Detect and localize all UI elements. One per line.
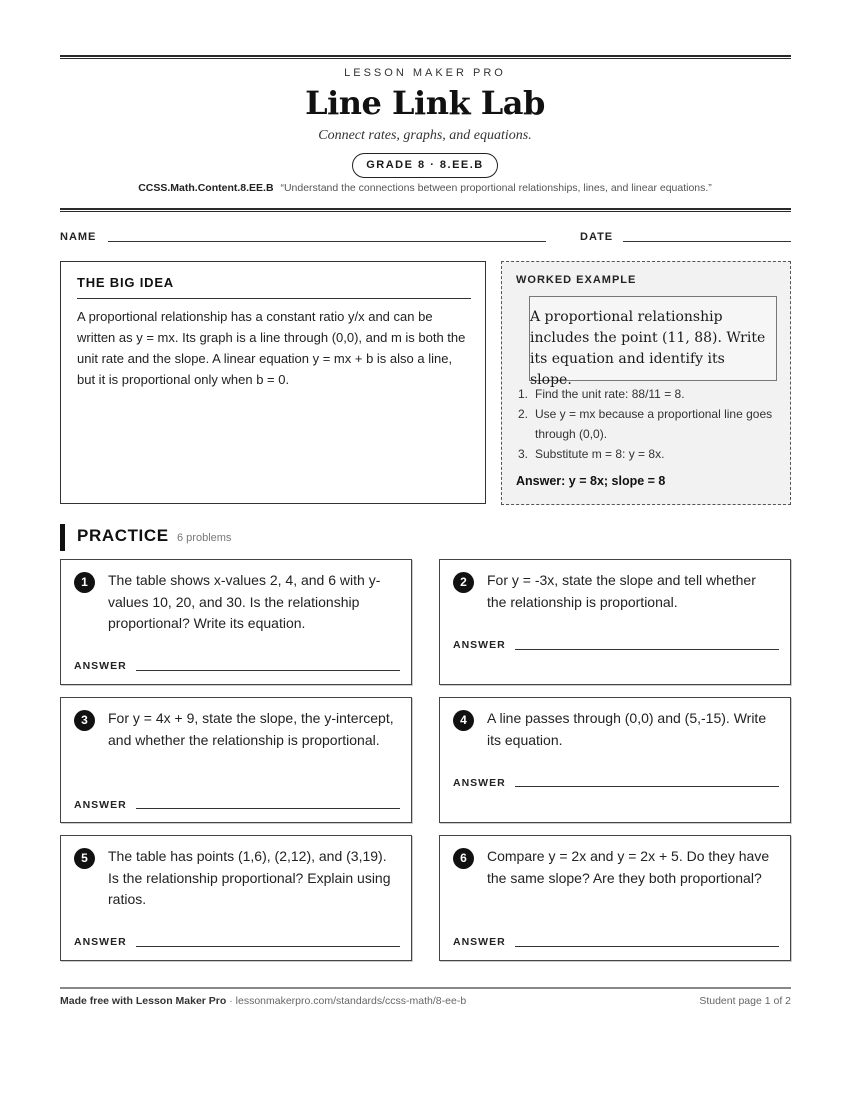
problem-number: 5	[74, 848, 95, 869]
answer-field[interactable]	[136, 946, 400, 947]
page-indicator: Student page 1 of 2	[699, 995, 791, 1007]
answer-field[interactable]	[515, 946, 779, 947]
page-subtitle: Connect rates, graphs, and equations.	[318, 128, 532, 143]
name-label: NAME	[60, 231, 97, 243]
footer-rule	[60, 987, 791, 989]
problem-card-1	[60, 559, 412, 685]
worked-step	[516, 404, 786, 444]
big-idea-heading: THE BIG IDEA	[77, 275, 174, 290]
problem-text: A line passes through (0,0) and (5,-15). Write its equation.	[487, 710, 767, 748]
answer-label: ANSWER	[74, 660, 127, 672]
problem-number: 4	[453, 710, 474, 731]
answer-label: ANSWER	[453, 936, 506, 948]
answer-field[interactable]	[515, 786, 779, 787]
date-field[interactable]	[623, 241, 791, 242]
answer-label: ANSWER	[453, 777, 506, 789]
answer-field[interactable]	[136, 808, 400, 809]
problem-card-3	[60, 697, 412, 823]
brand-name: LESSON MAKER PRO	[344, 67, 506, 79]
worked-example-answer: Answer: y = 8x; slope = 8	[516, 474, 666, 488]
practice-count: 6 problems	[177, 532, 232, 544]
problem-text: The table shows x-values 2, 4, and 6 with y-values 10, 20, and 30. Is the relationship proportional? Write its equation.	[108, 572, 381, 631]
problem-number: 2	[453, 572, 474, 593]
problem-number: 6	[453, 848, 474, 869]
worked-example-problem: A proportional relationship includes the point (11, 88). Write its equation and identify its slope.	[530, 309, 766, 388]
step-text: Substitute m = 8: y = 8x.	[535, 447, 665, 461]
worked-example-steps	[516, 384, 786, 464]
big-idea-divider	[77, 298, 471, 299]
standard-text: “Understand the connections between proportional relationships, lines, and linear equations.”	[280, 182, 712, 194]
worked-step	[516, 444, 786, 464]
problem-text: Compare y = 2x and y = 2x + 5. Do they have the same slope? Are they both proportional?	[487, 848, 770, 886]
header-top-rule	[60, 55, 791, 59]
practice-accent-bar	[60, 524, 65, 551]
step-number: 2.	[518, 407, 529, 421]
step-number: 3.	[518, 447, 529, 461]
problem-text: The table has points (1,6), (2,12), and (3,19). Is the relationship proportional? Explain using ratios.	[108, 848, 391, 907]
worked-step	[516, 384, 786, 404]
worked-example-box	[501, 261, 791, 505]
answer-label: ANSWER	[74, 799, 127, 811]
standard-code: CCSS.Math.Content.8.EE.B	[138, 182, 274, 194]
answer-label: ANSWER	[453, 639, 506, 651]
header-bottom-rule	[60, 208, 791, 212]
problem-card-6	[439, 835, 791, 961]
step-text: Use y = mx because a proportional line goes through (0,0).	[535, 407, 773, 441]
problem-number: 3	[74, 710, 95, 731]
problem-card-5	[60, 835, 412, 961]
worked-example-heading: WORKED EXAMPLE	[516, 274, 637, 286]
grade-badge: GRADE 8 · 8.EE.B	[352, 153, 498, 178]
practice-title: PRACTICE	[77, 526, 169, 545]
name-field[interactable]	[108, 241, 546, 242]
answer-field[interactable]	[136, 670, 400, 671]
answer-label: ANSWER	[74, 936, 127, 948]
footer-credit	[60, 995, 466, 1007]
standard-line	[0, 182, 850, 194]
big-idea-text: A proportional relationship has a constant ratio y/x and can be written as y = mx. Its graph is a line through (0,0), and m is both the unit rate and the slope. A linear equation y = mx + b is also a line, but it is proportional only when b = 0.	[77, 309, 466, 387]
footer-url[interactable]: · lessonmakerpro.com/standards/ccss-math/8-ee-b	[229, 995, 467, 1007]
step-number: 1.	[518, 387, 529, 401]
problem-card-4	[439, 697, 791, 823]
answer-field[interactable]	[515, 649, 779, 650]
problem-text: For y = 4x + 9, state the slope, the y-intercept, and whether the relationship is proportional.	[108, 710, 394, 748]
worked-example-problem-box	[529, 296, 777, 388]
page-title: Line Link Lab	[305, 84, 545, 122]
problem-number: 1	[74, 572, 95, 593]
problem-text: For y = -3x, state the slope and tell whether the relationship is proportional.	[487, 572, 756, 610]
step-text: Find the unit rate: 88/11 = 8.	[535, 387, 685, 401]
big-idea-box	[60, 261, 486, 504]
problem-card-2	[439, 559, 791, 685]
footer-made-with: Made free with Lesson Maker Pro	[60, 995, 227, 1007]
date-label: DATE	[580, 231, 614, 243]
